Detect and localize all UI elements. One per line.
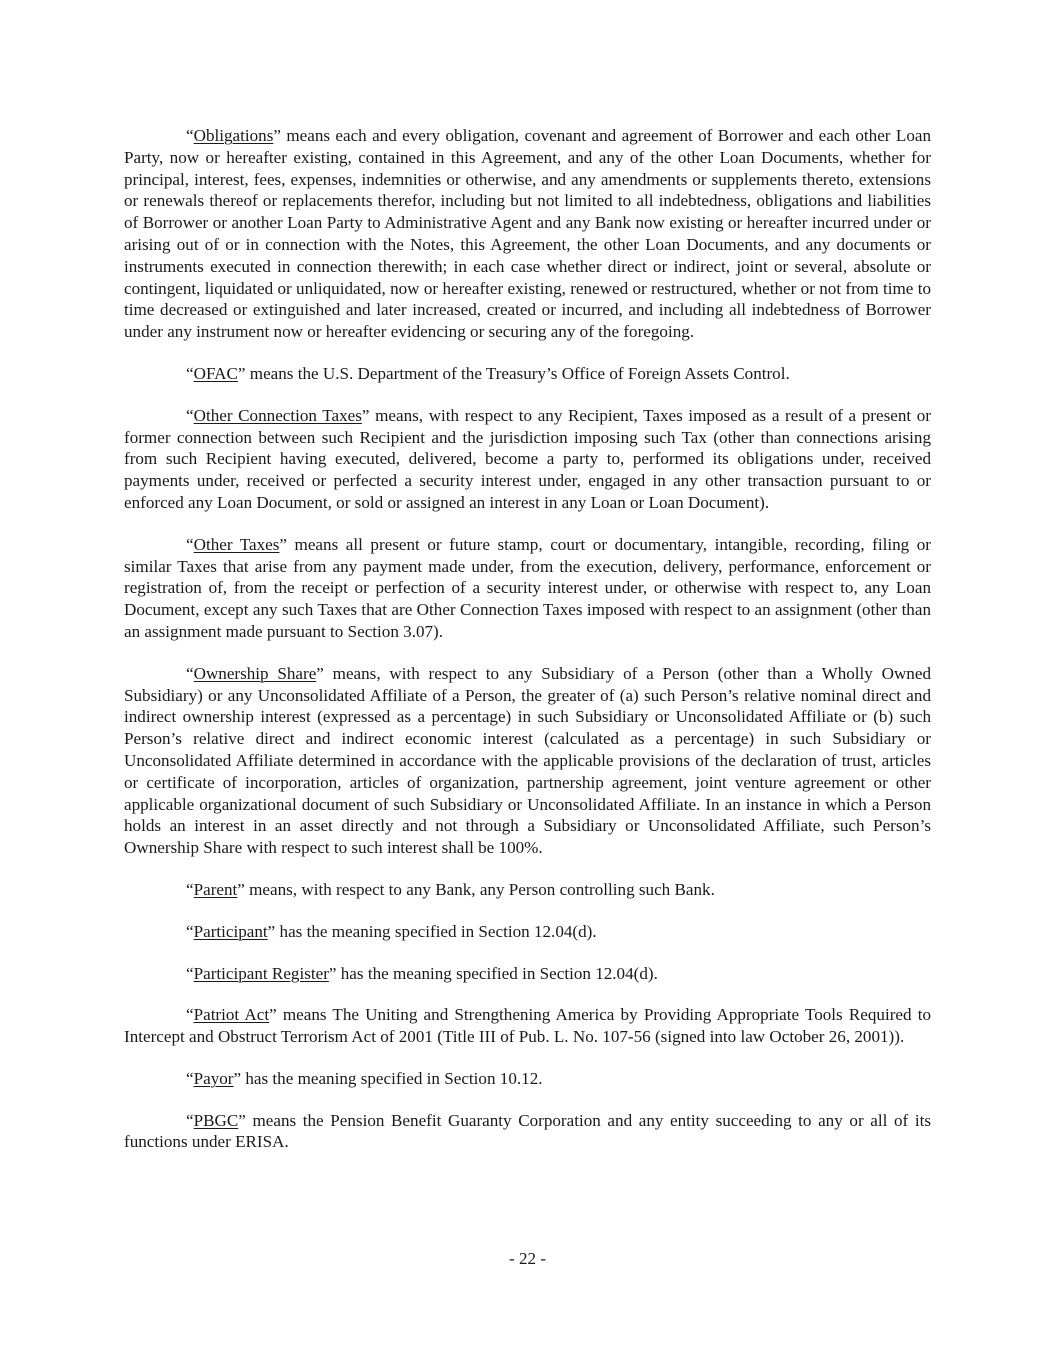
page-number: - 22 - (508, 1249, 547, 1268)
document-body (124, 125, 931, 1173)
defined-term: Other Connection Taxes (193, 405, 362, 425)
defined-term: Patriot Act (193, 1005, 270, 1025)
defined-term: Participant (193, 921, 268, 941)
definition-obligations: “Obligations” means each and every obligation, covenant and agreement of Borrower and each other Loan Party, now or hereafter existing, contained in this Agreement, and any of the other Loan Documents, whether for principal, interest, fees, expenses, indemnities or otherwise, and any amendments or supplements thereto, extensions or renewals thereof or replacements therefor, including but not limited to all indebtedness, obligations and liabilities of Borrower or another Loan Party to Administrative Agent and any Bank now existing or hereafter incurred under or arising out of or in connection with the Notes, this Agreement, the other Loan Documents, and any documents or instruments executed in connection therewith; in each case whether direct or indirect, joint or several, absolute or contingent, liquidated or unliquidated, now or hereafter existing, renewed or restructured, whether or not from time to time decreased or extinguished and later increased, created or incurred, and including all indebtedness of Borrower under any instrument now or hereafter evidencing or securing any of the foregoing. (124, 126, 931, 342)
defined-term: Parent (193, 879, 238, 899)
definition-patriot-act: “Patriot Act” means The Uniting and Strengthening America by Providing Appropriate Tools Required to Intercept and Obstruct Terrorism Act of 2001 (Title III of Pub. L. No. 107-56 (signed into law October 26, 2001)). (124, 1005, 931, 1047)
definition-ownership-share: “Ownership Share” means, with respect to any Subsidiary of a Person (other than a Wholly Owned Subsidiary) or any Unconsolidated Affiliate of a Person, the greater of (a) such Person’s relative nominal direct and indirect ownership interest (expressed as a percentage) in such Subsidiary or Unconsolidated Affiliate or (b) such Person’s relative direct and indirect economic interest (calculated as a percentage) in such Subsidiary or Unconsolidated Affiliate determined in accordance with the applicable provisions of the declaration of trust, articles or certificate of incorporation, articles of organization, partnership agreement, joint venture agreement or other applicable organizational document of such Subsidiary or Unconsolidated Affiliate. In an instance in which a Person holds an interest in an asset directly and not through a Subsidiary or Unconsolidated Affiliate, such Person’s Ownership Share with respect to such interest shall be 100%. (124, 663, 931, 858)
definition-text: means, with respect to any Recipient, Taxes imposed as a result of a present or former connection between such Recipient and the jurisdiction imposing such Tax (other than connections arising from such Recipient having executed, delivered, become a party to, performed its obligations under, received payments under, received or perfected a security interest under, engaged in any other transaction pursuant to or enforced any Loan Document, or sold or assigned an interest in any Loan or Loan Document). (124, 405, 931, 512)
definition-text: means each and every obligation, covenant and agreement of Borrower and each other Loan Party, now or hereafter existing, contained in this Agreement, and any of the other Loan Documents, whether for principal, interest, fees, expenses, indemnities or otherwise, and any amendments or supplements thereto, extensions or renewals thereof or replacements therefor, including but not limited to all indebtedness, obligations and liabilities of Borrower or another Loan Party to Administrative Agent and any Bank now existing or hereafter incurred under or arising out of or in connection with the Notes, this Agreement, the other Loan Documents, and any documents or instruments executed in connection therewith; in each case whether direct or indirect, joint or several, absolute or contingent, liquidated or unliquidated, now or hereafter existing, renewed or restructured, whether or not from time to time decreased or extinguished and later increased, created or incurred, and including all indebtedness of Borrower under any instrument now or hereafter evidencing or securing any of the foregoing. (124, 126, 931, 342)
defined-term: PBGC (193, 1110, 239, 1130)
definition-text: means, with respect to any Subsidiary of a Person (other than a Wholly Owned Subsidiary) or any Unconsolidated Affiliate of a Person, the greater of (a) such Person’s relative nominal direct and indirect ownership interest (expressed as a percentage) in such Subsidiary or Unconsolidated Affiliate or (b) such Person’s relative direct and indirect economic interest (calculated as a percentage) in such Subsidiary or Unconsolidated Affiliate determined in accordance with the applicable provisions of the declaration of trust, articles or certificate of incorporation, articles of organization, partnership agreement, joint venture agreement or other applicable organizational document of such Subsidiary or Unconsolidated Affiliate. In an instance in which a Person holds an interest in an asset directly and not through a Subsidiary or Unconsolidated Affiliate, such Person’s Ownership Share with respect to such interest shall be 100%. (124, 663, 931, 858)
definition-other-connection-taxes: “Other Connection Taxes” means, with respect to any Recipient, Taxes imposed as a result of a present or former connection between such Recipient and the jurisdiction imposing such Tax (other than connections arising from such Recipient having executed, delivered, become a party to, performed its obligations under, received payments under, received or perfected a security interest under, engaged in any other transaction pursuant to or enforced any Loan Document, or sold or assigned an interest in any Loan or Loan Document). (124, 405, 931, 512)
defined-term: OFAC (193, 363, 238, 383)
defined-term: Obligations (193, 126, 274, 145)
definition-pbgc: “PBGC” means the Pension Benefit Guaranty Corporation and any entity succeeding to any or all of its functions under ERISA. (124, 1110, 931, 1152)
definition-text: means all present or future stamp, court or documentary, intangible, recording, filing or similar Taxes that arise from any payment made under, from the execution, delivery, performance, enforcement or registration of, from the receipt or perfection of a security interest under, or otherwise with respect to, any Loan Document, except any such Taxes that are Other Connection Taxes imposed with respect to an assignment (other than an assignment made pursuant to Section 3.07). (124, 534, 931, 641)
definition-text: means the Pension Benefit Guaranty Corporation and any entity succeeding to any or all of its functions under ERISA. (124, 1110, 931, 1152)
definition-text: means the U.S. Department of the Treasury’s Office of Foreign Assets Control. (245, 363, 790, 383)
definition-text: has the meaning specified in Section 12.04(d). (336, 963, 658, 983)
definition-text: means, with respect to any Bank, any Person controlling such Bank. (244, 879, 715, 899)
definition-payor: “Payor” has the meaning specified in Section 10.12. (186, 1068, 543, 1088)
definition-participant-register: “Participant Register” has the meaning specified in Section 12.04(d). (186, 963, 658, 983)
definition-other-taxes: “Other Taxes” means all present or future stamp, court or documentary, intangible, recording, filing or similar Taxes that arise from any payment made under, from the execution, delivery, performance, enforcement or registration of, from the receipt or perfection of a security interest under, or otherwise with respect to, any Loan Document, except any such Taxes that are Other Connection Taxes imposed with respect to an assignment (other than an assignment made pursuant to Section 3.07). (124, 534, 931, 641)
defined-term: Payor (193, 1068, 234, 1088)
definition-text: has the meaning specified in Section 12.04(d). (275, 921, 597, 941)
definition-text: has the meaning specified in Section 10.12. (241, 1068, 543, 1088)
defined-term: Participant Register (193, 963, 329, 983)
definition-text: means The Uniting and Strengthening America by Providing Appropriate Tools Required to Intercept and Obstruct Terrorism Act of 2001 (Title III of Pub. L. No. 107-56 (signed into law October 26, 2001)). (124, 1005, 931, 1047)
definition-parent: “Parent” means, with respect to any Bank, any Person controlling such Bank. (186, 879, 715, 899)
defined-term: Other Taxes (193, 534, 280, 554)
definition-ofac: “OFAC” means the U.S. Department of the Treasury’s Office of Foreign Assets Control. (186, 363, 790, 383)
defined-term: Ownership Share (193, 663, 317, 683)
definition-participant: “Participant” has the meaning specified in Section 12.04(d). (186, 921, 597, 941)
